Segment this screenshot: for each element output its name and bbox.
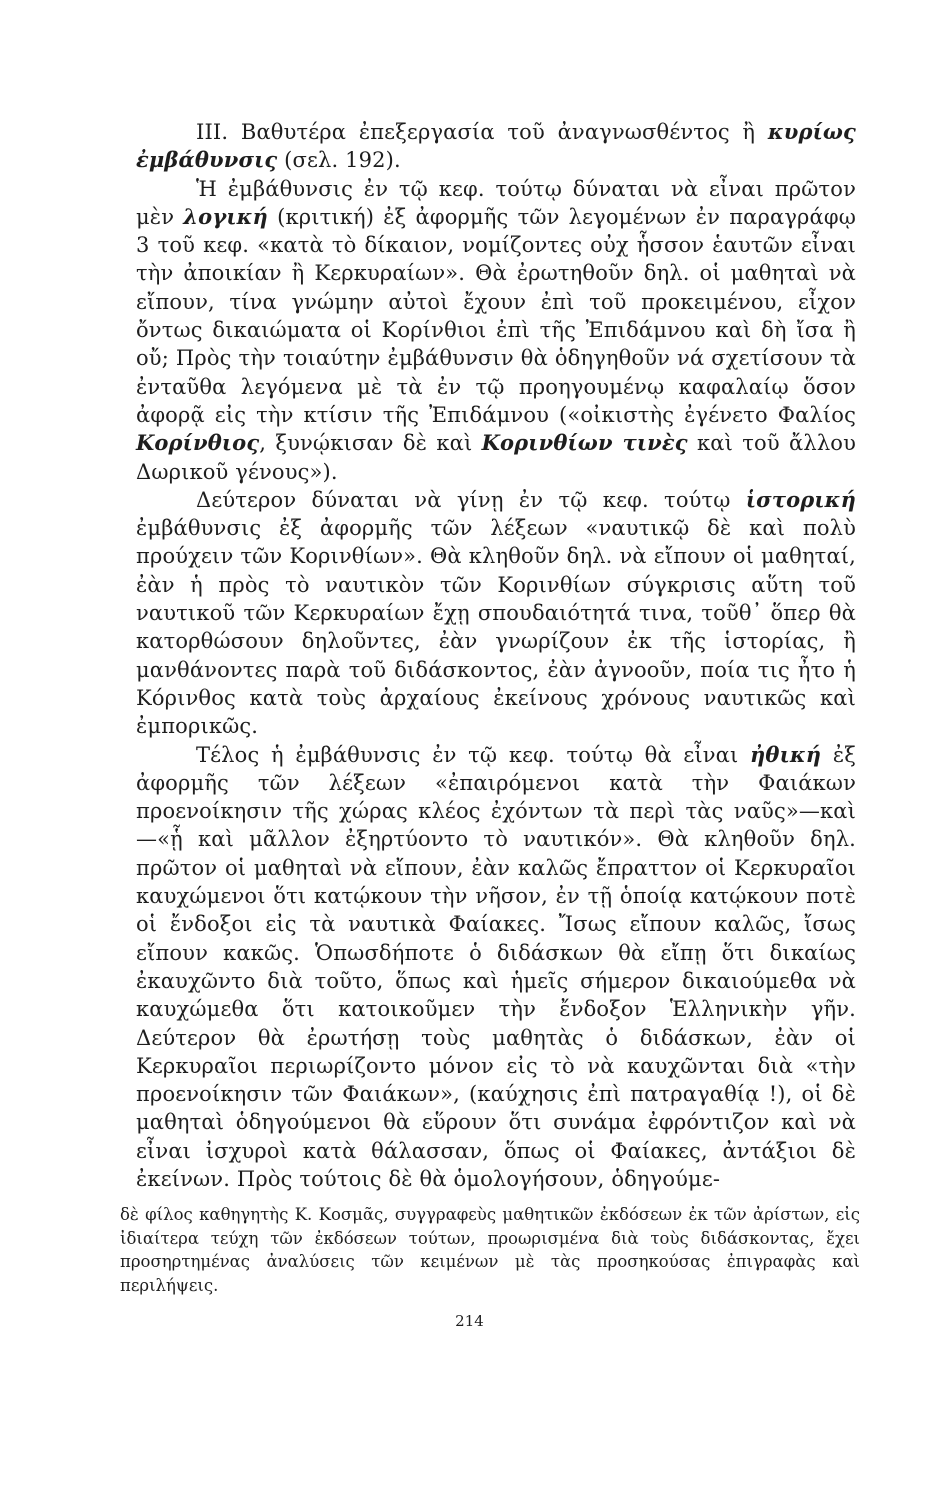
emphasized-term: ἠθική (750, 741, 822, 767)
paragraph-logical-deepening (136, 175, 856, 486)
text-run: καὶ τοῦ ἄλλου Δωρικοῦ γένους»). (136, 431, 856, 484)
main-text (136, 118, 856, 1193)
text-run: ἐξ ἀφορμῆς τῶν λέξεων «ἐπαιρόμενοι κατὰ τὴν Φαιάκων προενοίκησιν τῆς χώρας κλέος ἐχόντων τὰ περὶ τὰς ναῦς»—καὶ—«ᾗ καὶ μᾶλλον ἐξηρτύοντο τὸ ναυτικόν». Θὰ κληθοῦν δηλ. πρῶτον οἱ μαθηταὶ νὰ εἴπουν, ἐὰν καλῶς ἔπραττον οἱ Κερκυραῖοι καυχώμενοι ὅτι κατῴκουν τὴν νῆσον, ἐν τῇ ὁποίᾳ κατῴκουν ποτὲ οἱ ἔνδοξοι εἰς τὰ ναυτικὰ Φαίακες. Ἴσως εἴπουν καλῶς, ἴσως εἴπουν κακῶς. Ὁπωσδήποτε ὁ διδάσκων θὰ εἴπῃ ὅτι δικαίως ἐκαυχῶντο διὰ τοῦτο, ὅπως καὶ ἡμεῖς σήμερον δικαιούμεθα νὰ καυχώμεθα ὅτι κατοικοῦμεν τὴν ἔνδοξον Ἑλληνικὴν γῆν. Δεύτερον θὰ ἐρωτήσῃ τοὺς μαθητὰς ὁ διδάσκων, ἐὰν οἱ Κερκυραῖοι περιωρίζοντο μόνον εἰς τὸ νὰ καυχῶνται διὰ «τὴν προενοίκησιν τῶν Φαιάκων», (καύχησις ἐπὶ πατραγαθίᾳ !), οἱ δὲ μαθηταὶ ὁδηγούμενοι θὰ εὕρουν ὅτι συνάμα ἐφρόντιζον καὶ νὰ εἶναι ἰσχυροὶ κατὰ θάλασσαν, ὅπως οἱ Φαίακες, ἀντάξιοι δὲ ἐκείνων. Πρὸς τούτοις δὲ θὰ ὁμολογήσουν, ὁδηγούμε- (136, 742, 856, 1191)
paragraph-historical-deepening (136, 486, 856, 741)
text-run: (σελ. 192). (277, 148, 401, 173)
text-run: ἐμβάθυνσις ἐξ ἀφορμῆς τῶν λέξεων «ναυτικῷ δὲ καὶ πολὺ προύχειν τῶν Κορινθίων». Θὰ κληθοῦν δηλ. νὰ εἴπουν οἱ μαθηταί, ἐὰν ἡ πρὸς τὸ ναυτικὸν τῶν Κορινθίων σύγκρισις αὕτη τοῦ ναυτικοῦ τῶν Κερκυραίων ἔχῃ σπουδαιότητά τινα, τοῦθ᾽ ὅπερ θὰ κατορθώσουν δηλοῦντες, ἐὰν γνωρίζουν ἐκ τῆς ἱστορίας, ἢ μανθάνοντες παρὰ τοῦ διδάσκοντος, ἐὰν ἀγνοοῦν, ποία τις ἦτο ἡ Κόρινθος κατὰ τοὺς ἀρχαίους ἐκείνους χρόνους ναυτικῶς καὶ ἐμπορικῶς. (136, 516, 856, 739)
emphasized-term: ἱστορική (745, 486, 856, 512)
emphasized-term: Κορίνθιος (136, 430, 260, 456)
footnote (120, 1203, 860, 1297)
emphasized-term: Κορινθίων τινὲς (481, 430, 688, 456)
text-run: , ξυνῴκισαν δὲ καὶ (259, 431, 482, 456)
paragraph-heading-iii (136, 118, 856, 175)
text-run: Τέλος ἡ ἐμβάθυνσις ἐν τῷ κεφ. τούτῳ θὰ εἶναι (196, 742, 751, 767)
text-run: III. Βαθυτέρα ἐπεξεργασία τοῦ ἀναγνωσθέντος ἢ (196, 120, 768, 144)
emphasized-term: λογική (183, 203, 268, 229)
footnote-text: δὲ φίλος καθηγητὴς Κ. Κοσμᾶς, συγγραφεὺς μαθητικῶν ἐκδόσεων ἐκ τῶν ἀρίστων, εἰς ἰδιαίτερα τεύχη τῶν ἐκδόσεων τούτων, προωρισμένα διὰ τοὺς διδάσκοντας, ἔχει προσηρτημένας ἀναλύσεις τῶν κειμένων μὲ τὰς προσηκούσας ἐπιγραφὰς καὶ περιλήψεις. (120, 1205, 860, 1295)
paragraph-ethical-deepening (136, 741, 856, 1194)
emphasized-term: κυρίως ἐμβάθυνσις (136, 119, 856, 173)
text-run: (κριτική) ἐξ ἀφορμῆς τῶν λεγομένων ἐν παραγράφῳ 3 τοῦ κεφ. «κατὰ τὸ δίκαιον, νομίζοντες οὐχ ἧσσον ἑαυτῶν εἶναι τὴν ἀποικίαν ἢ Κερκυραίων». Θὰ ἐρωτηθοῦν δηλ. οἱ μαθηταὶ νὰ εἴπουν, τίνα γνώμην αὐτοὶ ἔχουν ἐπὶ τοῦ προκειμένου, εἶχον ὄντως δικαιώματα οἱ Κορίνθιοι ἐπὶ τῆς Ἐπιδάμνου καὶ δὴ ἴσα ἢ οὔ; Πρὸς τὴν τοιαύτην ἐμβάθυνσιν θὰ ὁδηγηθοῦν νά σχετίσουν τὰ ἐνταῦθα λεγόμενα μὲ τὰ ἐν τῷ προηγουμένῳ καφαλαίῳ ὅσον ἀφορᾷ εἰς τὴν κτίσιν τῆς Ἐπιδάμνου («οἰκιστὴς ἐγένετο Φαλίος (136, 204, 856, 427)
page-number: 214 (455, 1312, 484, 1330)
text-run: Δεύτερον δύναται νὰ γίνῃ ἐν τῷ κεφ. τούτῳ (196, 487, 746, 512)
text-run: Ἡ ἐμβάθυνσις ἐν τῷ κεφ. τούτῳ δύναται νὰ εἶναι πρῶτον μὲν (136, 176, 856, 229)
